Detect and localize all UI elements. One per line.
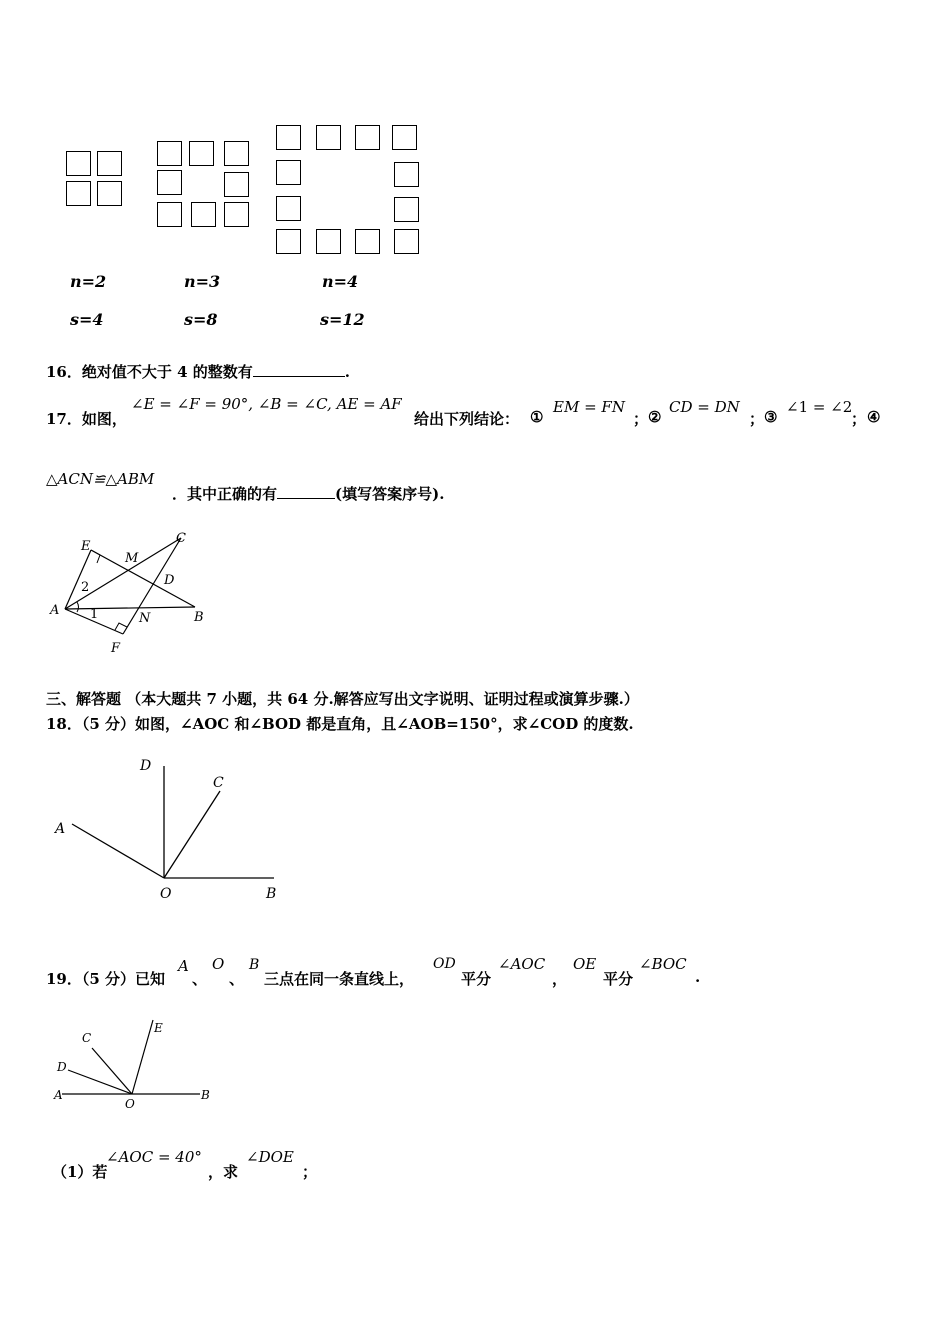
ray-OE-name: OE bbox=[573, 955, 597, 973]
question-text: （5 分）如图，∠AOC 和∠BOD 都是直角，且∠AOB=150°，求∠COD 的度数. bbox=[81, 715, 634, 733]
square bbox=[224, 202, 249, 227]
label-B: B bbox=[201, 1088, 210, 1102]
segment-EB bbox=[91, 550, 195, 607]
question-text: 绝对值不大于 4 的整数有 bbox=[81, 363, 253, 381]
n-label-3: n=3 bbox=[184, 272, 221, 291]
angle-AOC: ∠AOC bbox=[498, 955, 546, 973]
q19-part1-label: （1）若 bbox=[52, 1163, 108, 1181]
question-17-number: 17．如图， bbox=[46, 410, 127, 428]
q19-part1-condition: ∠AOC = 40° bbox=[106, 1148, 202, 1166]
answer-blank bbox=[253, 362, 345, 377]
conclusion-4: △ACN≌△ABM bbox=[46, 470, 155, 488]
angle-mark bbox=[77, 602, 79, 612]
square bbox=[66, 151, 91, 176]
ray-OE bbox=[132, 1020, 153, 1094]
figure-19 bbox=[50, 1014, 220, 1114]
n-label-2: n=2 bbox=[70, 272, 107, 291]
label-O: O bbox=[160, 886, 172, 902]
point-O: O bbox=[212, 955, 225, 973]
conclusion-1-mark: ① bbox=[530, 408, 544, 426]
section-title: 三、解答题 bbox=[46, 690, 122, 708]
section-3-heading bbox=[46, 688, 639, 709]
label-2: 2 bbox=[81, 580, 90, 595]
q19-part1-target: ∠DOE bbox=[246, 1148, 294, 1166]
square bbox=[355, 125, 380, 150]
label-A: A bbox=[54, 1088, 63, 1102]
label-B: B bbox=[194, 610, 204, 625]
square bbox=[191, 202, 216, 227]
answer-blank bbox=[277, 484, 335, 499]
ray-OA bbox=[72, 824, 164, 878]
question-16: 16．绝对值不大于 4 的整数有 . bbox=[46, 363, 350, 381]
square bbox=[316, 229, 341, 254]
s-label-12: s=12 bbox=[320, 310, 365, 329]
conclusion-2-mark: ② bbox=[648, 408, 662, 426]
q17-tail: ．其中正确的有 (填写答案序号). bbox=[172, 485, 445, 503]
point-A: A bbox=[178, 957, 189, 975]
square bbox=[157, 141, 182, 166]
q17-given: 给出下列结论： bbox=[414, 410, 520, 428]
segment-AB bbox=[65, 607, 195, 609]
square bbox=[355, 229, 380, 254]
label-C: C bbox=[213, 775, 224, 791]
ray-OD bbox=[68, 1070, 132, 1094]
conclusion-4-mark: ④ bbox=[867, 408, 881, 426]
section-note: （本大题共 7 小题，共 64 分.解答应写出文字说明、证明过程或演算步骤.） bbox=[126, 690, 639, 708]
right-angle-mark-F bbox=[115, 623, 127, 630]
label-A: A bbox=[50, 603, 60, 618]
label-N: N bbox=[139, 611, 151, 626]
square bbox=[157, 170, 182, 195]
square bbox=[66, 181, 91, 206]
conclusion-3-mark: ③ bbox=[764, 408, 778, 426]
ray-OD-name: OD bbox=[433, 956, 456, 972]
conclusion-2: CD = DN bbox=[669, 398, 740, 416]
question-19-lead: 19．（5 分）已知 bbox=[46, 970, 166, 988]
label-B: B bbox=[266, 886, 277, 902]
label-M: M bbox=[125, 551, 139, 566]
square bbox=[394, 197, 419, 222]
angle-BOC: ∠BOC bbox=[639, 955, 687, 973]
label-E: E bbox=[154, 1021, 163, 1035]
label-E: E bbox=[81, 539, 91, 554]
square bbox=[97, 151, 122, 176]
label-D: D bbox=[164, 573, 175, 588]
label-C: C bbox=[176, 531, 186, 546]
square bbox=[394, 162, 419, 187]
label-F: F bbox=[111, 641, 121, 656]
ray-OC bbox=[164, 791, 220, 878]
label-A: A bbox=[55, 821, 66, 837]
point-B: B bbox=[249, 957, 260, 973]
square bbox=[276, 125, 301, 150]
conclusion-3: ∠1 = ∠2 bbox=[786, 398, 853, 416]
label-O: O bbox=[125, 1097, 135, 1111]
label-D: D bbox=[57, 1060, 67, 1074]
square bbox=[394, 229, 419, 254]
square bbox=[316, 125, 341, 150]
q19-text: 三点在同一条直线上， bbox=[264, 970, 415, 988]
question-number: 18． bbox=[46, 715, 82, 733]
n-label-4: n=4 bbox=[322, 272, 359, 291]
square bbox=[276, 196, 301, 221]
s-label-4: s=4 bbox=[70, 310, 104, 329]
s-label-8: s=8 bbox=[184, 310, 218, 329]
label-D: D bbox=[140, 758, 152, 774]
square bbox=[392, 125, 417, 150]
square bbox=[276, 160, 301, 185]
question-number: 16． bbox=[46, 363, 82, 381]
square bbox=[97, 181, 122, 206]
square bbox=[189, 141, 214, 166]
label-C: C bbox=[82, 1031, 92, 1045]
figure-18 bbox=[50, 752, 290, 907]
right-angle-mark-E bbox=[91, 550, 100, 563]
square bbox=[224, 141, 249, 166]
figure-17 bbox=[45, 528, 220, 658]
q17-condition: ∠E = ∠F = 90°, ∠B = ∠C, AE = AF bbox=[131, 395, 402, 413]
square bbox=[276, 229, 301, 254]
square bbox=[224, 172, 249, 197]
square bbox=[157, 202, 182, 227]
conclusion-1: EM = FN bbox=[553, 398, 625, 416]
label-1: 1 bbox=[90, 607, 99, 622]
question-18 bbox=[46, 713, 634, 734]
